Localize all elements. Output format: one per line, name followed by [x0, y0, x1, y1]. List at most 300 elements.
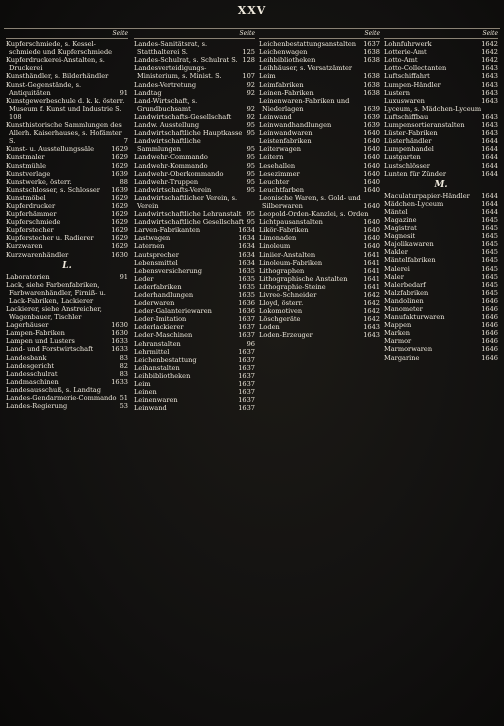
entry-term: Loden-Erzeuger: [259, 331, 313, 340]
entry-term: Kupferhämmer: [6, 210, 57, 219]
directory-entry: [259, 307, 380, 315]
directory-entry: [134, 315, 255, 323]
entry-page-ref: 1642: [363, 299, 380, 308]
column-header: Seite: [134, 30, 255, 39]
entry-page-ref: 1635: [238, 274, 255, 283]
entry-term: Lebensmittel: [134, 258, 178, 267]
entry-term: Leim: [134, 380, 151, 389]
directory-entry: [134, 153, 255, 161]
directory-entry: [134, 121, 255, 129]
entry-term: Landwirtschafts-Gesellschaft: [134, 112, 232, 121]
entry-term: Leder-Imitation: [134, 315, 187, 324]
directory-entry: [134, 323, 255, 331]
entry-page-ref: 1644: [481, 199, 498, 208]
entry-term: Mädchen-Lyceum: [384, 199, 444, 208]
entry-list: [259, 40, 380, 339]
entry-page-ref: 1644: [481, 191, 498, 200]
entry-page-ref: 1640: [363, 137, 380, 146]
directory-entry: [134, 251, 255, 259]
entry-page-ref: 1642: [481, 56, 498, 65]
entry-page-ref: 1642: [363, 291, 380, 299]
entry-page-ref: 1635: [238, 266, 255, 275]
entry-term: Leimfabriken: [259, 80, 304, 89]
entry-page-ref: 1637: [363, 40, 380, 49]
directory-entry: [134, 259, 255, 267]
directory-entry: [259, 56, 380, 64]
entry-page-ref: 1640: [363, 161, 380, 170]
directory-entry: [134, 396, 255, 404]
entry-page-ref: 1642: [363, 315, 380, 324]
directory-entry: [134, 348, 255, 356]
entry-term: Landesverteidigungs-Ministerium, s. Minist. S.: [134, 64, 222, 81]
entry-term: Leitern: [259, 153, 284, 162]
directory-entry: [134, 81, 255, 89]
directory-entry: [259, 323, 380, 331]
entry-term: Liniier-Anstalten: [259, 250, 316, 259]
entry-term: Marmorwaren: [384, 345, 433, 354]
directory-entry: [6, 145, 128, 153]
directory-entry: [134, 64, 255, 80]
directory-entry: [134, 299, 255, 307]
entry-term: Landes-Vertretung: [134, 80, 197, 89]
entry-term: Kurzwaren: [6, 242, 43, 251]
entry-term: Lunten für Zünder: [384, 169, 447, 178]
entry-page-ref: 1633: [111, 377, 128, 386]
entry-page-ref: 1638: [363, 56, 380, 65]
directory-entry: [259, 242, 380, 250]
directory-entry: [384, 137, 498, 145]
entry-page-ref: 1638: [363, 72, 380, 81]
entry-term: Leihbibliotheken: [259, 56, 316, 65]
directory-entry: [134, 170, 255, 178]
entry-term: Leihhäuser, s. Versatzämter: [259, 64, 353, 73]
entry-term: Leder-Maschinen: [134, 331, 193, 340]
directory-entry: [384, 129, 498, 137]
entry-page-ref: 1646: [481, 305, 498, 313]
entry-term: Kunsthistorische Sammlungen des Allerh. Kaiserhauses, s. Hofämter S.: [6, 121, 122, 146]
entry-term: Linoleum-Fabriken: [259, 258, 323, 267]
directory-entry: [384, 72, 498, 80]
entry-list: [384, 192, 498, 362]
entry-page-ref: 1641: [363, 274, 380, 283]
entry-term: Lehrmittel: [134, 347, 170, 356]
entry-page-ref: 95: [246, 177, 255, 186]
entry-term: Kupferstecher u. Radierer: [6, 234, 94, 243]
entry-term: Lohnfuhrwerk: [384, 40, 432, 49]
entry-page-ref: 1645: [481, 232, 498, 241]
entry-term: Löschgeräte: [259, 315, 301, 324]
entry-term: Lumpenhandel: [384, 145, 434, 154]
entry-term: Mappen: [384, 321, 412, 330]
entry-page-ref: 1642: [481, 40, 498, 49]
directory-entry: [384, 321, 498, 329]
entry-page-ref: 83: [119, 369, 128, 378]
directory-entry: [259, 315, 380, 323]
entry-page-ref: 1635: [238, 291, 255, 299]
directory-entry: [6, 121, 128, 145]
entry-page-ref: 1644: [481, 207, 498, 216]
directory-entry: [259, 259, 380, 267]
directory-entry: [384, 224, 498, 232]
entry-list: [384, 40, 498, 178]
entry-term: Luxuswaren: [384, 96, 425, 105]
entry-page-ref: 1646: [481, 345, 498, 354]
directory-entry: [6, 226, 128, 234]
entry-page-ref: 95: [246, 185, 255, 194]
entry-term: Lederfabriken: [134, 282, 182, 291]
column-header: Seite: [384, 30, 498, 39]
directory-entry: [384, 305, 498, 313]
entry-page-ref: 95: [246, 210, 255, 219]
directory-entry: [134, 113, 255, 121]
entry-term: Malerei: [384, 264, 410, 273]
entry-term: Leinenwaren: [134, 396, 178, 405]
entry-page-ref: 1637: [238, 396, 255, 405]
directory-entry: [6, 40, 128, 56]
directory-entry: [384, 192, 498, 200]
directory-entry: [6, 251, 128, 259]
entry-page-ref: 92: [246, 112, 255, 121]
entry-term: Loden: [259, 323, 280, 332]
directory-entry: [384, 240, 498, 248]
directory-entry: [259, 251, 380, 259]
directory-entry: [259, 113, 380, 121]
directory-entry: [384, 56, 498, 64]
entry-term: Kunstgewerbeschule d. k. k. österr. Museum f. Kunst und Industrie S. 108: [6, 96, 125, 121]
directory-entry: [259, 89, 380, 97]
directory-entry: [259, 234, 380, 242]
entry-page-ref: 1646: [481, 296, 498, 305]
entry-term: Lautsprecher: [134, 250, 179, 259]
entry-term: Leinwandhandlungen: [259, 121, 332, 130]
entry-term: Leistenfabriken: [259, 137, 312, 146]
directory-entry: [6, 362, 128, 370]
entry-page-ref: 88: [119, 177, 128, 186]
entry-term: Majolikawaren: [384, 240, 434, 249]
directory-entry: [384, 48, 498, 56]
directory-entry: [134, 129, 255, 137]
entry-page-ref: 1639: [363, 112, 380, 121]
directory-entry: [6, 386, 128, 394]
entry-page-ref: 1634: [238, 242, 255, 251]
entry-term: Leichenbestattung: [134, 355, 197, 364]
entry-page-ref: 96: [246, 339, 255, 348]
entry-term: Leonische Waren, s. Gold- und Silberwaren: [259, 193, 361, 210]
entry-page-ref: 1643: [363, 331, 380, 340]
column-header: Seite: [6, 30, 128, 39]
entry-term: Lloyd, österr.: [259, 299, 304, 308]
entry-page-ref: 1637: [238, 380, 255, 389]
directory-entry: [259, 129, 380, 137]
entry-page-ref: 1637: [238, 347, 255, 356]
directory-entry: [6, 72, 128, 80]
entry-term: Lampen und Lusters: [6, 337, 75, 346]
entry-term: Marmor: [384, 337, 412, 346]
entry-term: Land-Wirtschaft, s. Grundbuchsamt: [134, 96, 198, 113]
directory-entry: [259, 218, 380, 226]
entry-term: Laternen: [134, 242, 165, 251]
directory-entry: [134, 372, 255, 380]
entry-term: Lack, siehe Farbenfabriken, Farbwarenhändler, Firniß- u. Lack-Fabriken, Lackierer: [6, 280, 106, 305]
directory-entry: [134, 178, 255, 186]
directory-entry: [384, 329, 498, 337]
entry-term: Likör-Fabriken: [259, 226, 309, 235]
directory-entry: [259, 153, 380, 161]
entry-page-ref: 1640: [363, 218, 380, 227]
entry-term: Lotto-Collectanten: [384, 64, 447, 73]
entry-page-ref: 125: [242, 48, 255, 57]
entry-term: Leinen: [134, 388, 157, 397]
entry-term: Kupferschmiede, s. Kessel-schmiede und Kupferschmiede: [6, 40, 113, 57]
directory-entry: [6, 97, 128, 121]
directory-entry: [384, 81, 498, 89]
entry-page-ref: 95: [246, 129, 255, 138]
directory-entry: [6, 345, 128, 353]
entry-term: Lederwaren: [134, 299, 175, 308]
entry-term: Leinwandwaren: [259, 129, 313, 138]
entry-page-ref: 1645: [481, 272, 498, 281]
column-1: [6, 30, 128, 720]
entry-term: Landwirtschaftliche Hauptkasse: [134, 129, 243, 138]
entry-page-ref: 1634: [238, 234, 255, 243]
directory-entry: [6, 329, 128, 337]
directory-entry: [259, 145, 380, 153]
entry-term: Landmaschinen: [6, 377, 59, 386]
entry-term: Landes-Sanitätsrat, s. Statthalterei S.: [134, 40, 208, 57]
entry-term: Livree-Schneider: [259, 291, 317, 299]
entry-term: Lotterie-Amt: [384, 48, 427, 57]
entry-term: Leder-Galanteriewaren: [134, 307, 212, 316]
column-4: [384, 30, 498, 720]
entry-term: Lackierer, siehe Anstreicher, Wagenbauer, Tischler: [6, 305, 102, 322]
entry-page-ref: 1630: [111, 321, 128, 330]
directory-entry: [259, 275, 380, 283]
entry-term: Landwirtschafts-Verein: [134, 185, 212, 194]
entry-page-ref: 1637: [238, 371, 255, 380]
entry-list: [134, 40, 255, 412]
entry-term: Leihanstalten: [134, 363, 180, 372]
directory-entry: [134, 291, 255, 299]
entry-term: Kunst-Gegenstände, s. Antiquitäten: [6, 80, 82, 97]
entry-page-ref: 1634: [238, 250, 255, 259]
entry-page-ref: 128: [242, 56, 255, 65]
directory-entry: [134, 218, 255, 226]
entry-term: Limonaden: [259, 234, 297, 243]
entry-page-ref: 95: [246, 145, 255, 154]
entry-term: Landw. Ausstellung: [134, 121, 200, 130]
directory-entry: [6, 202, 128, 210]
entry-page-ref: 1629: [111, 201, 128, 210]
entry-term: Maculaturpapier-Händler: [384, 191, 470, 200]
directory-entry: [6, 81, 128, 97]
entry-page-ref: 1641: [363, 266, 380, 275]
entry-term: Lyceum, s. Mädchen-Lyceum: [384, 104, 482, 113]
entry-term: Malzfabriken: [384, 288, 429, 297]
entry-term: Kupferschmiede: [6, 218, 61, 227]
entry-term: Lithographen: [259, 266, 305, 275]
directory-entry: [134, 340, 255, 348]
directory-entry: [259, 178, 380, 186]
directory-entry: [384, 121, 498, 129]
directory-entry: [259, 40, 380, 48]
entry-page-ref: 1640: [363, 226, 380, 235]
entry-page-ref: 1639: [111, 185, 128, 194]
entry-page-ref: 1637: [238, 331, 255, 340]
directory-entry: [384, 313, 498, 321]
entry-page-ref: 1637: [238, 363, 255, 372]
entry-term: Malerbedarf: [384, 280, 426, 289]
directory-entry: [134, 40, 255, 56]
entry-term: Luftschiffahrt: [384, 72, 430, 81]
directory-entry: [384, 170, 498, 178]
directory-entry: [259, 162, 380, 170]
entry-term: Lichtpausanstalten: [259, 218, 323, 227]
entry-page-ref: 1639: [363, 104, 380, 113]
entry-page-ref: 1640: [363, 145, 380, 154]
entry-page-ref: 7: [123, 137, 128, 146]
entry-term: Luftschiffbau: [384, 112, 429, 121]
directory-entry: [6, 402, 128, 410]
entry-page-ref: 1641: [363, 250, 380, 259]
entry-page-ref: 1640: [363, 185, 380, 194]
entry-page-ref: 91: [119, 88, 128, 97]
directory-entry: [134, 162, 255, 170]
entry-list: [6, 273, 128, 411]
entry-page-ref: 1638: [363, 88, 380, 97]
entry-term: Landwehr-Truppen: [134, 177, 199, 186]
entry-page-ref: 1643: [481, 112, 498, 121]
directory-entry: [134, 56, 255, 64]
directory-entry: [6, 354, 128, 362]
entry-page-ref: 1641: [363, 258, 380, 267]
entry-term: Kurzwarenhändler: [6, 250, 69, 259]
entry-term: Landwehr-Kommando: [134, 161, 208, 170]
directory-entry: [134, 388, 255, 396]
entry-page-ref: 1640: [363, 201, 380, 210]
directory-entry: [259, 81, 380, 89]
entry-term: Margarine: [384, 353, 420, 362]
entry-term: Lokomotiven: [259, 307, 303, 316]
entry-term: Lederhandlungen: [134, 291, 194, 299]
directory-entry: [384, 89, 498, 97]
entry-page-ref: 1640: [363, 153, 380, 162]
entry-page-ref: 1641: [363, 282, 380, 291]
entry-page-ref: 95: [246, 218, 255, 227]
entry-term: Leuchtfarben: [259, 185, 305, 194]
entry-term: Linoleum: [259, 242, 291, 251]
directory-entry: [6, 162, 128, 170]
entry-page-ref: 1643: [481, 72, 498, 81]
entry-page-ref: 1636: [238, 307, 255, 316]
directory-entry: [6, 210, 128, 218]
entry-page-ref: 1643: [481, 96, 498, 105]
entry-list: [6, 40, 128, 259]
entry-term: Landesbank: [6, 353, 47, 362]
entry-page-ref: 1639: [111, 169, 128, 178]
directory-entry: [384, 337, 498, 345]
entry-term: Maler: [384, 272, 404, 281]
entry-term: Magnesit: [384, 232, 416, 241]
directory-entry: [259, 121, 380, 129]
entry-term: Landes-Gendarmerie-Commando: [6, 394, 117, 403]
directory-entry: [6, 178, 128, 186]
entry-page-ref: 1629: [111, 210, 128, 219]
entry-term: Mandolinen: [384, 296, 424, 305]
directory-entry: [259, 210, 380, 218]
directory-entry: [134, 89, 255, 97]
directory-entry: [384, 105, 498, 113]
directory-entry: [384, 297, 498, 305]
entry-term: Leuchter: [259, 177, 290, 186]
directory-entry: [384, 64, 498, 72]
directory-entry: [384, 232, 498, 240]
entry-page-ref: 1643: [481, 80, 498, 89]
directory-entry: [384, 248, 498, 256]
entry-page-ref: 92: [246, 104, 255, 113]
entry-page-ref: 1637: [238, 404, 255, 413]
directory-entry: [6, 394, 128, 402]
directory-entry: [6, 234, 128, 242]
entry-page-ref: 107: [242, 72, 255, 81]
directory-entry: [384, 145, 498, 153]
entry-page-ref: 1629: [111, 218, 128, 227]
directory-entry: [384, 216, 498, 224]
entry-page-ref: 1634: [238, 226, 255, 235]
entry-term: Leopold-Orden-Kanzlei, s. Orden: [259, 210, 369, 219]
entry-term: Landwehr-Oberkommando: [134, 169, 224, 178]
entry-term: Lastwagen: [134, 234, 171, 243]
entry-page-ref: 1630: [111, 329, 128, 338]
entry-page-ref: 1640: [363, 177, 380, 186]
entry-term: Kupferdruckerei-Anstalten, s. Druckerei: [6, 56, 105, 73]
entry-term: Landesausschuß, s. Landtag: [6, 385, 101, 394]
entry-term: Landwehr-Commando: [134, 153, 208, 162]
column-header: Seite: [259, 30, 380, 39]
directory-entry: [384, 162, 498, 170]
entry-term: Kunstverlage: [6, 169, 51, 178]
entry-term: Lotto-Amt: [384, 56, 418, 65]
directory-entry: [259, 170, 380, 178]
directory-entry: [259, 299, 380, 307]
entry-term: Lampen-Fabriken: [6, 329, 65, 338]
directory-entry: [259, 267, 380, 275]
entry-page-ref: 1637: [238, 388, 255, 397]
entry-term: Kunstmaler: [6, 153, 45, 162]
entry-page-ref: 1640: [363, 234, 380, 243]
entry-page-ref: 1629: [111, 153, 128, 162]
entry-page-ref: 1638: [363, 48, 380, 57]
directory-entry: [134, 267, 255, 275]
entry-page-ref: 95: [246, 121, 255, 130]
entry-term: Lüsterhändler: [384, 137, 432, 146]
entry-page-ref: 1629: [111, 161, 128, 170]
directory-entry: [259, 186, 380, 194]
column-2: [134, 30, 255, 720]
directory-entry: [6, 170, 128, 178]
directory-entry: [6, 273, 128, 281]
entry-term: Kunstmöbel: [6, 193, 46, 202]
entry-term: Lesehallen: [259, 161, 296, 170]
entry-page-ref: 1646: [481, 313, 498, 322]
entry-page-ref: 1645: [481, 280, 498, 289]
directory-entry: [384, 265, 498, 273]
entry-page-ref: 95: [246, 169, 255, 178]
entry-term: Kunsthändler, s. Bilderhändler: [6, 72, 109, 81]
entry-term: Makler: [384, 248, 408, 257]
entry-page-ref: 1629: [111, 234, 128, 243]
directory-entry: [134, 307, 255, 315]
page-number: XXV: [237, 4, 267, 17]
